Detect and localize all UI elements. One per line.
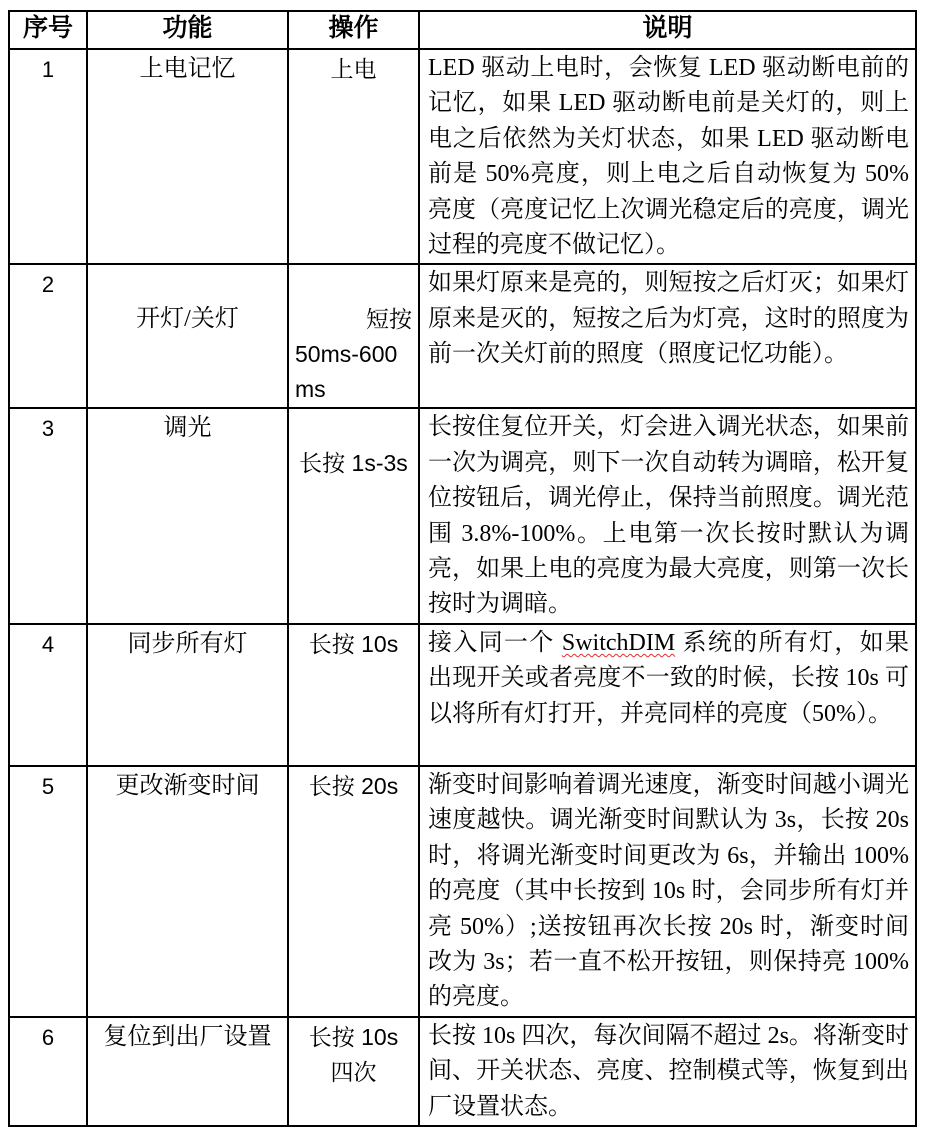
header-operation: 操作 — [288, 11, 419, 49]
header-description: 说明 — [419, 11, 916, 49]
table-header-row — [9, 11, 916, 49]
row-number-cell — [9, 408, 87, 623]
description-cell — [419, 1017, 916, 1126]
operation-label: 50ms-600 — [295, 341, 398, 368]
operation-label: 四次 — [330, 1058, 377, 1085]
blank-line — [295, 411, 412, 446]
operation-label: ms — [295, 376, 326, 403]
operation-label: 长按 10s — [308, 630, 399, 657]
table-row — [9, 624, 916, 766]
misspelled-word: SwitchDIM — [561, 629, 676, 656]
table-row — [9, 1017, 916, 1126]
header-number: 序号 — [9, 11, 87, 49]
function-label: 更改渐变时间 — [115, 772, 260, 799]
row-number-cell — [9, 1017, 87, 1126]
description-text: 系统的所有灯，如果出现开关或者亮度不一致的时候，长按 10s 可以将所有灯打开，并亮同样的亮度（50%）。 — [428, 629, 910, 727]
description-text: 如果灯原来是亮的，则短按之后灯灭；如果灯原来是灭的，短按之后为灯亮，这时的照度为前一次关灯前的照度（照度记忆功能）。 — [428, 270, 909, 368]
operation-cell — [288, 49, 419, 264]
row-number: 2 — [41, 272, 55, 298]
operation-label: 长按 10s — [308, 1023, 399, 1050]
function-cell — [87, 49, 288, 264]
row-number-cell — [9, 264, 87, 408]
operation-label: 长按 20s — [308, 772, 399, 799]
function-cell — [87, 766, 288, 1017]
operation-label: 短按 — [366, 306, 412, 333]
description-text: LED 驱动上电时，会恢复 LED 驱动断电前的记忆，如果 LED 驱动断电前是关灯的，则上电之后依然为关灯状态，如果 LED 驱动断电前是 50%亮度，则上电之后自动恢复为 50% 亮度（亮度记忆上次调光稳定后的亮度，调光过程的亮度不做记忆）。 — [428, 55, 909, 259]
operation-cell — [288, 408, 419, 623]
row-number: 4 — [41, 631, 55, 657]
function-cell — [87, 1017, 288, 1126]
function-cell — [87, 624, 288, 766]
function-cell — [87, 264, 288, 408]
function-cell — [87, 408, 288, 623]
function-label: 调光 — [163, 415, 212, 442]
description-cell — [419, 624, 916, 766]
operation-label: 上电 — [330, 56, 377, 82]
row-number-cell — [9, 624, 87, 766]
function-label: 上电记忆 — [139, 56, 236, 82]
blank-line — [100, 267, 275, 302]
table-row — [9, 49, 916, 264]
function-label: 复位到出厂设置 — [103, 1023, 272, 1050]
description-cell — [419, 766, 916, 1017]
blank-line — [295, 267, 412, 302]
table-row — [9, 264, 916, 408]
operation-cell — [288, 264, 419, 408]
row-number-cell — [9, 49, 87, 264]
function-table — [8, 10, 917, 1127]
description-text: 长按住复位开关，灯会进入调光状态，如果前一次为调亮，则下一次自动转为调暗，松开复位按钮后，调光停止，保持当前照度。调光范围 3.8%-100%。上电第一次长按时默认为调亮，如果上电的亮度为最大亮度，则第一次长按时为调暗。 — [428, 414, 909, 618]
row-number: 1 — [41, 57, 55, 82]
table-body — [9, 49, 916, 1126]
function-label: 同步所有灯 — [127, 630, 248, 657]
row-number: 6 — [41, 1024, 55, 1050]
operation-cell — [288, 1017, 419, 1126]
header-function: 功能 — [87, 11, 288, 49]
description-text: 渐变时间影响着调光速度，渐变时间越小调光速度越快。调光渐变时间默认为 3s，长按 20s 时，将调光渐变时间更改为 6s，并输出 100%的亮度（其中长按到 10s 时，会同步所有灯并亮 50%）;送按钮再次长按 20s 时，渐变时间改为 3s；若一直不松开按钮，则保持亮 100%的亮度。 — [428, 771, 909, 1011]
operation-cell — [288, 766, 419, 1017]
description-text: 接入同一个 — [428, 629, 562, 656]
row-number: 5 — [41, 773, 55, 799]
table-row — [9, 766, 916, 1017]
description-cell — [419, 408, 916, 623]
row-number: 3 — [41, 416, 55, 442]
function-label: 开灯/关灯 — [136, 306, 239, 333]
operation-label: 长按 1s-3s — [299, 450, 408, 477]
operation-cell — [288, 624, 419, 766]
description-text: 长按 10s 四次，每次间隔不超过 2s。将渐变时间、开关状态、亮度、控制模式等，恢复到出厂设置状态。 — [428, 1022, 909, 1120]
row-number-cell — [9, 766, 87, 1017]
description-cell — [419, 49, 916, 264]
table-row — [9, 408, 916, 623]
description-cell — [419, 264, 916, 408]
